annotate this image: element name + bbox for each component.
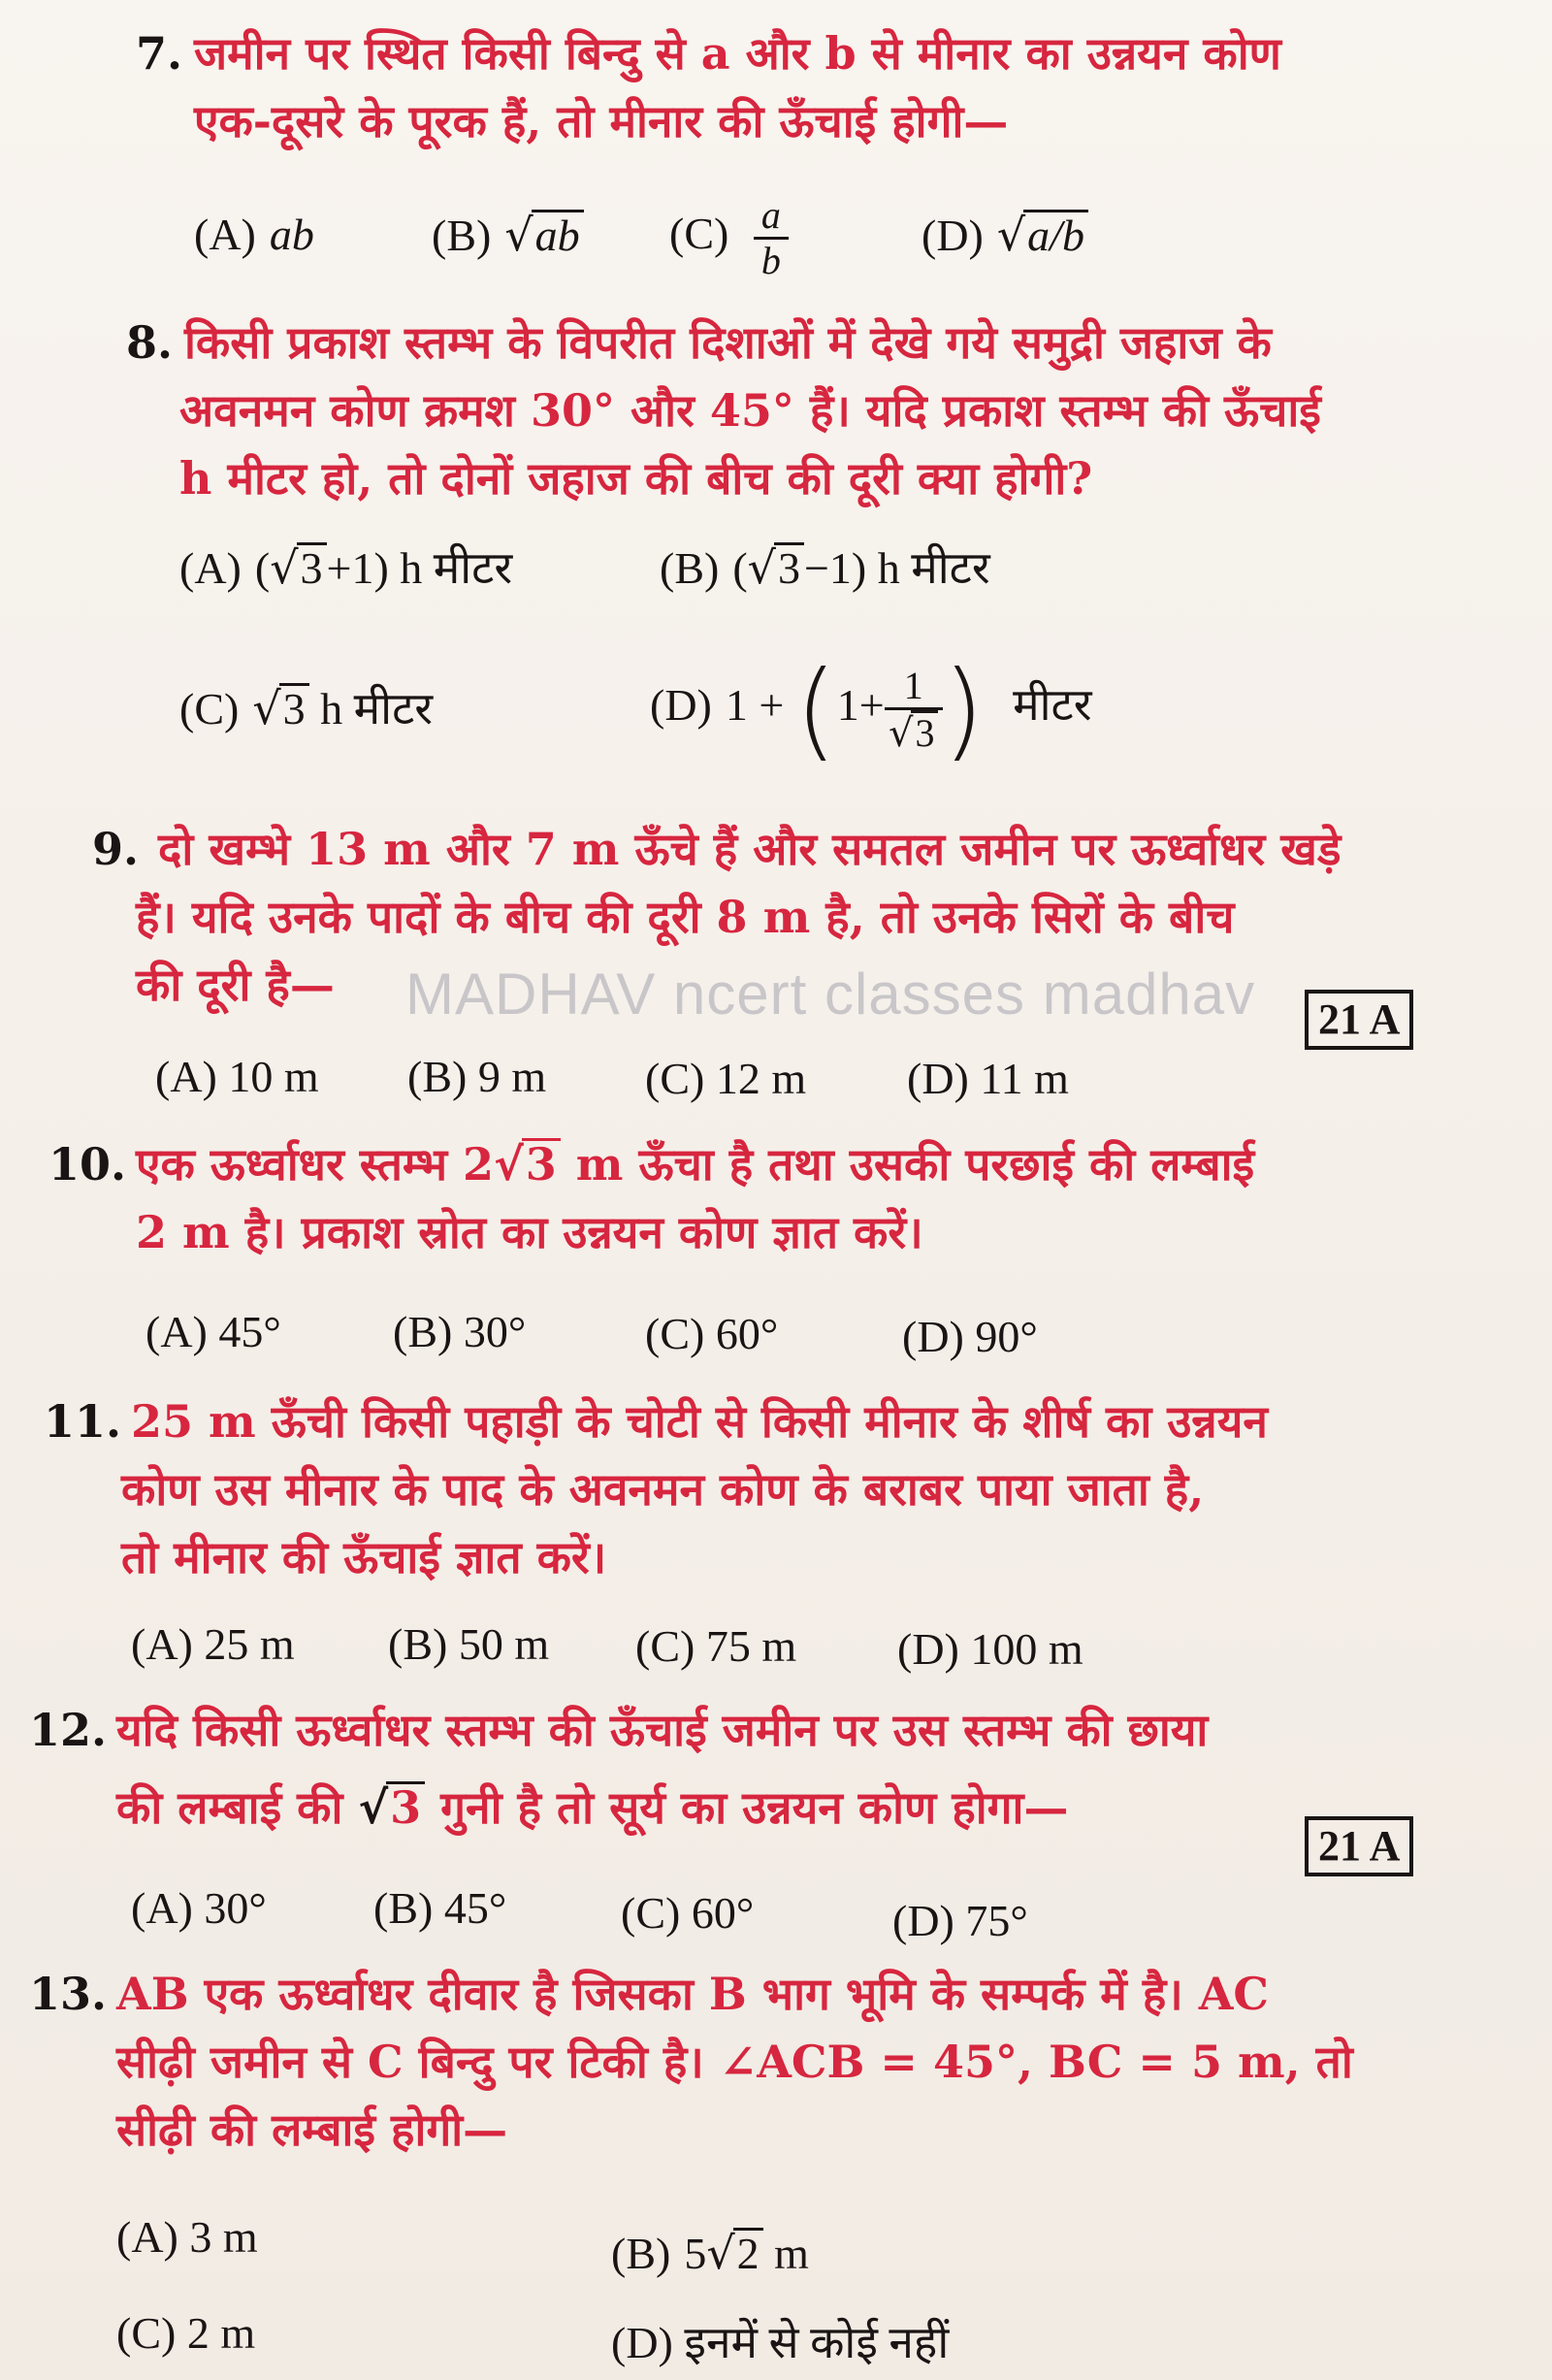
- option-b: (B) 30°: [393, 1307, 527, 1356]
- watermark: MADHAV ncert classes madhav: [405, 962, 1256, 1027]
- option-label: (B): [611, 2229, 671, 2278]
- sqrt-symbol: √: [706, 2227, 735, 2279]
- option-b: (B) 9 m: [407, 1052, 547, 1101]
- question-text-line: तो मीनार की ऊँचाई ज्ञात करें।: [121, 1531, 607, 1583]
- option-label: (D): [650, 680, 712, 730]
- option-c: (C) 75 m: [635, 1621, 797, 1671]
- option-d: (D) 75°: [892, 1896, 1028, 1945]
- option-value: (: [732, 543, 748, 593]
- radicand: 3: [386, 1781, 425, 1831]
- option-value: −1) h मीटर: [803, 543, 990, 593]
- option-d: (D) 11 m: [907, 1054, 1069, 1103]
- fraction: [885, 665, 943, 755]
- option-label: (B): [432, 211, 492, 260]
- question-8: [126, 309, 1523, 512]
- option-d: [650, 647, 1092, 772]
- question-number: 12.: [29, 1704, 108, 1756]
- numerator: a: [760, 193, 781, 237]
- option-a: (A) 25 m: [131, 1619, 295, 1669]
- option-value: a/b: [1023, 210, 1088, 259]
- option-c: (C) 60°: [645, 1309, 779, 1358]
- sqrt-symbol: √: [996, 209, 1026, 261]
- option-value: 1 +: [725, 680, 785, 730]
- question-text-line: जमीन पर स्थित किसी बिन्दु से a और b से मीनार का उन्नयन कोण: [194, 27, 1281, 80]
- option-unit: मीटर: [1013, 680, 1092, 730]
- question-13: [29, 1960, 1542, 2164]
- option-label: (C): [179, 684, 240, 734]
- sqrt-symbol: √: [358, 1781, 389, 1834]
- question-text-line: सीढ़ी जमीन से C बिन्दु पर टिकी है। ∠ACB = 45°, BC = 5 m, तो: [116, 2036, 1353, 2088]
- option-d: (D) 100 m: [897, 1624, 1083, 1674]
- option-label: (A): [179, 543, 242, 593]
- question-text: एक ऊर्ध्वाधर स्तम्भ 2: [136, 1138, 495, 1190]
- question-text: की लम्बाई की: [116, 1781, 359, 1834]
- question-text-line: AB एक ऊर्ध्वाधर दीवार है जिसका B भाग भूमि के सम्पर्क में है। AC: [116, 1968, 1269, 2020]
- radicand: 3: [279, 683, 309, 733]
- option-c: (C) 2 m: [116, 2308, 256, 2358]
- sqrt-symbol: √: [270, 541, 299, 594]
- question-text-line: यदि किसी ऊर्ध्वाधर स्तम्भ की ऊँचाई जमीन पर उस स्तम्भ की छाया: [116, 1704, 1209, 1756]
- option-label: (C): [669, 209, 729, 259]
- numerator: 1: [903, 663, 923, 707]
- option-a: (A) 10 m: [155, 1052, 319, 1101]
- option-d: (D) इनमें से कोई नहीं: [611, 2318, 950, 2367]
- sqrt-symbol: √: [504, 209, 534, 261]
- option-a: (A) 45°: [146, 1307, 281, 1356]
- question-text-line: सीढ़ी की लम्बाई होगी—: [116, 2103, 508, 2156]
- question-7: [136, 19, 1533, 155]
- sqrt-symbol: √: [747, 541, 776, 594]
- question-number: 7.: [136, 27, 183, 80]
- option-c: (C) 12 m: [645, 1054, 807, 1103]
- question-11: [44, 1387, 1537, 1591]
- question-text-line: दो खम्भे 13 m और 7 m ऊँचे हैं और समतल जमीन पर ऊर्ध्वाधर खड़े: [158, 823, 1342, 875]
- option-d: (D) 90°: [902, 1312, 1038, 1361]
- option-a: (A) 3 m: [116, 2212, 258, 2262]
- exam-year-badge: 21 A: [1305, 990, 1413, 1050]
- question-text-line: [48, 1130, 1533, 1198]
- option-value: (: [254, 543, 271, 593]
- question-text-line: हैं। यदि उनके पादों के बीच की दूरी 8 m है, तो उनके सिरों के बीच: [136, 891, 1235, 943]
- option-a: [179, 538, 512, 598]
- option-b: [611, 2224, 809, 2283]
- radicand: 2: [733, 2228, 763, 2277]
- radicand: 3: [522, 1138, 561, 1188]
- left-paren: (: [794, 647, 837, 772]
- denominator: [889, 710, 939, 755]
- radicand: 3: [911, 710, 938, 754]
- radicand: 3: [774, 542, 804, 592]
- question-number: 8.: [126, 316, 174, 369]
- question-text: गुनी है तो सूर्य का उन्नयन कोण होगा—: [425, 1781, 1069, 1834]
- question-10: [48, 1130, 1533, 1266]
- option-label: (D): [922, 211, 984, 260]
- right-paren: ): [942, 647, 985, 772]
- question-number: 9.: [92, 823, 140, 875]
- option-a: (A) 30°: [131, 1883, 267, 1933]
- option-b: (B) 50 m: [388, 1619, 550, 1669]
- option-b: (B) 45°: [373, 1883, 507, 1933]
- question-text-line: की दूरी है—: [136, 959, 335, 1011]
- option-d: [922, 206, 1088, 265]
- question-text-line: 2 m है। प्रकाश स्रोत का उन्नयन कोण ज्ञात करें।: [136, 1206, 923, 1258]
- question-text-line: एक-दूसरे के पूरक हैं, तो मीनार की ऊँचाई होगी—: [194, 95, 1009, 147]
- question-number: 13.: [29, 1968, 108, 2020]
- option-value: ab: [269, 210, 314, 259]
- option-c: [669, 194, 789, 282]
- option-label: (B): [660, 543, 720, 593]
- option-value: m: [762, 2229, 809, 2278]
- sqrt-symbol: √: [252, 682, 281, 734]
- question-text-line: 25 m ऊँची किसी पहाड़ी के चोटी से किसी मीनार के शीर्ष का उन्नयन: [131, 1395, 1268, 1448]
- denominator: b: [760, 239, 781, 282]
- sqrt-symbol: √: [888, 710, 914, 756]
- question-text: m ऊँचा है तथा उसकी परछाई की लम्बाई: [560, 1138, 1255, 1190]
- option-value: 1+: [836, 680, 885, 730]
- option-value: ab: [532, 210, 584, 259]
- question-number: 11.: [44, 1395, 122, 1448]
- sqrt-symbol: √: [494, 1138, 524, 1190]
- option-c: (C) 60°: [621, 1888, 755, 1938]
- exam-year-badge: 21 A: [1305, 1816, 1413, 1876]
- option-value: h मीटर: [308, 684, 434, 734]
- question-number: 10.: [48, 1138, 127, 1190]
- question-text-line: अवनमन कोण क्रमश 30° और 45° हैं। यदि प्रकाश स्तम्भ की ऊँचाई: [179, 384, 1321, 437]
- option-c: [179, 679, 433, 738]
- question-text-line: h मीटर हो, तो दोनों जहाज की बीच की दूरी क्या होगी?: [179, 452, 1093, 505]
- option-value: +1) h मीटर: [326, 543, 513, 593]
- radicand: 3: [297, 542, 327, 592]
- option-b: [660, 538, 990, 598]
- question-text-line: कोण उस मीनार के पाद के अवनमन कोण के बराबर पाया जाता है,: [121, 1463, 1205, 1516]
- option-a: [194, 206, 314, 264]
- option-b: [432, 206, 584, 265]
- option-label: (A): [194, 210, 256, 259]
- fraction: [754, 194, 789, 282]
- option-value: 5: [684, 2229, 707, 2278]
- question-text-line: किसी प्रकाश स्तम्भ के विपरीत दिशाओं में देखे गये समुद्री जहाज के: [184, 316, 1272, 369]
